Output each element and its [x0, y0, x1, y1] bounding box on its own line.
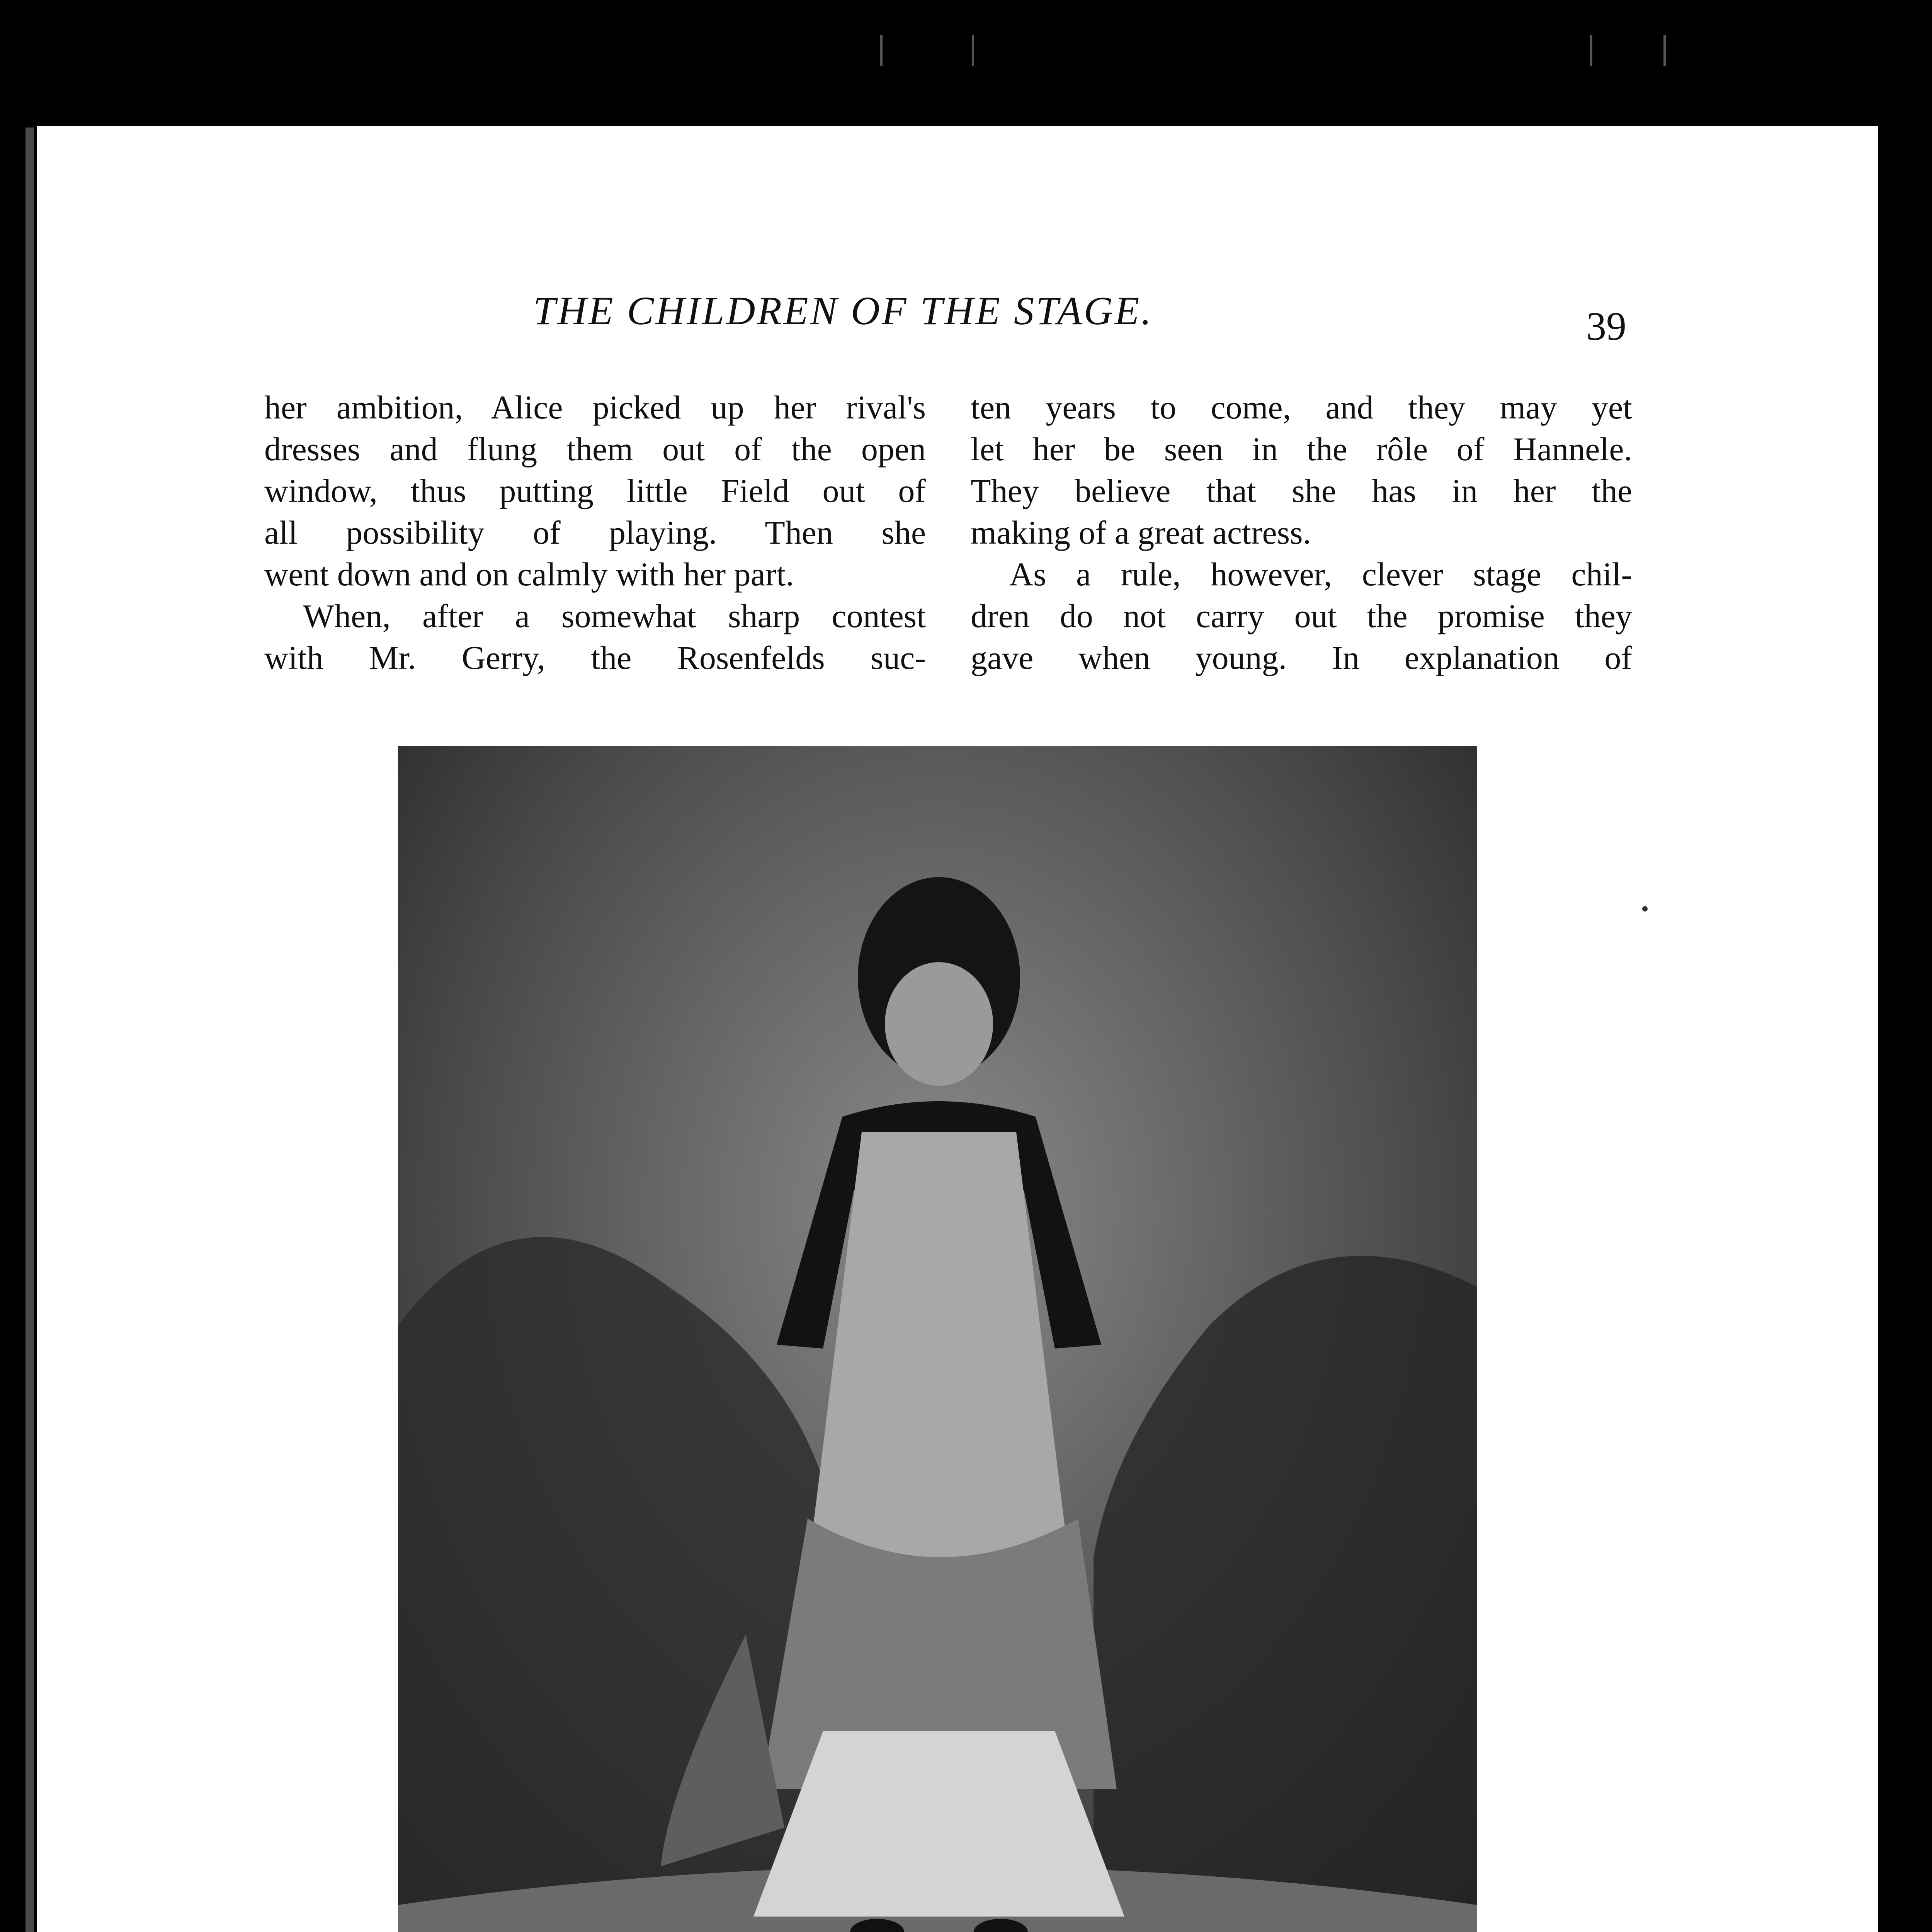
text-line: let her be seen in the rôle of Hannele.: [971, 430, 1632, 468]
text-line: went down and on calmly with her part.: [264, 556, 794, 593]
text-line: gave when young. In explanation of: [971, 639, 1632, 676]
text-line: making of a great actress.: [971, 514, 1311, 551]
scan-mark: [1590, 35, 1592, 66]
photo-illustration: [398, 746, 1477, 1932]
photograph-baby-leland: [398, 746, 1477, 1932]
text-line: ten years to come, and they may yet: [971, 389, 1632, 426]
column-top-left: [264, 386, 926, 679]
text-line: dresses and flung them out of the open: [264, 430, 926, 468]
scan-mark: [880, 35, 883, 66]
text-line: As a rule, however, clever stage chil-: [1009, 556, 1632, 593]
text-line: dren do not carry out the promise they: [971, 597, 1632, 634]
scan-mark: [1663, 35, 1666, 66]
scan-mark: [972, 35, 974, 66]
text-line: When, after a somewhat sharp contest: [303, 597, 926, 634]
text-line: window, thus putting little Field out of: [264, 472, 926, 509]
page-number: 39: [1586, 304, 1626, 349]
print-speck: [1642, 906, 1648, 912]
text-line: with Mr. Gerry, the Rosenfelds suc-: [264, 639, 926, 676]
text-line: They believe that she has in her the: [971, 472, 1632, 509]
running-head: THE CHILDREN OF THE STAGE.: [533, 289, 1153, 333]
book-spine-edge: [26, 128, 34, 1932]
column-top-right: [971, 386, 1632, 679]
text-line: her ambition, Alice picked up her rival's: [264, 389, 926, 426]
text-line: all possibility of playing. Then she: [264, 514, 926, 551]
